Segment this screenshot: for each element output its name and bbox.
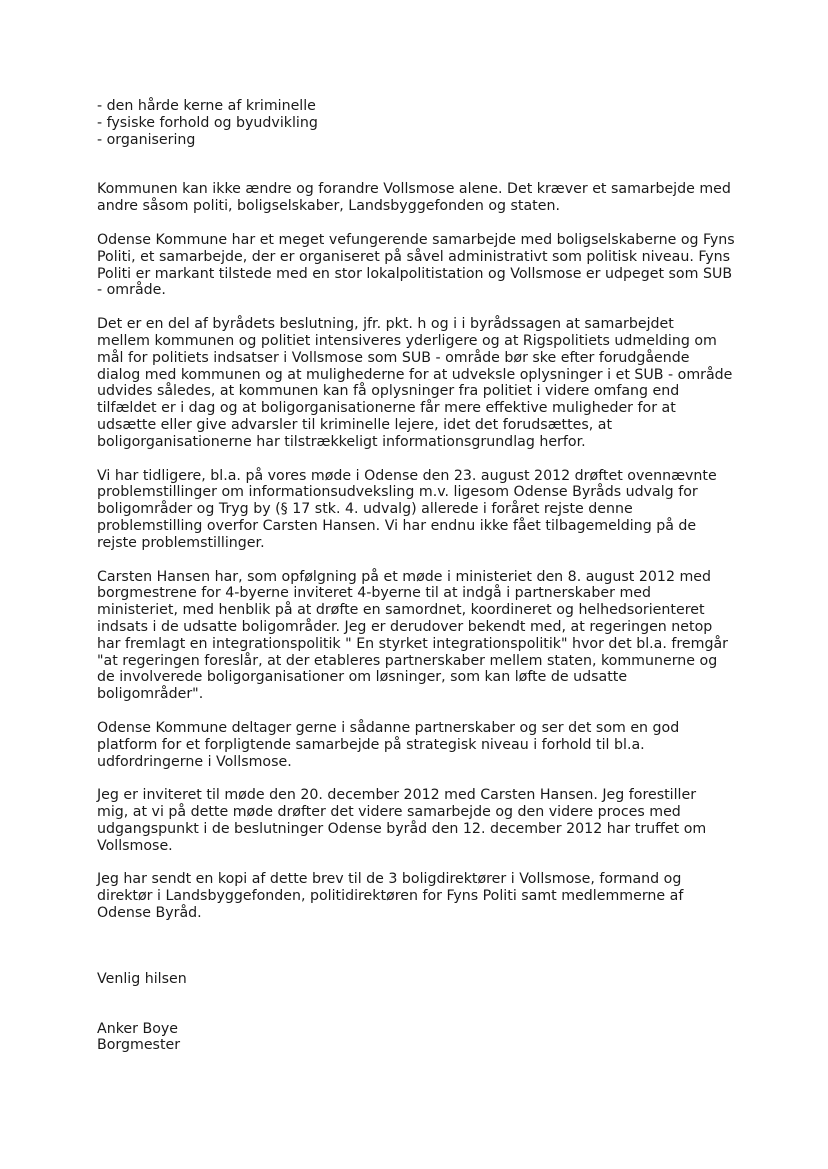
text-line: borgmestrene for 4-byerne inviteret 4-byerne til at indgå i partnerskaber med [97,585,651,602]
text-line: udgangspunkt i de beslutninger Odense byråd den 12. december 2012 har truffet om [97,820,707,837]
paragraph-meeting [97,787,737,854]
closing [97,971,737,988]
text-line: platform for et forpligtende samarbejde på strategisk niveau i forhold til bl.a. [97,736,645,753]
text-line: mig, at vi på dette møde drøfter det videre samarbejde og den videre proces med [97,804,681,821]
text-line: udsætte eller give advarsler til kriminelle lejere, idet det forudsættes, at [97,416,613,433]
letter-page [97,98,737,1054]
text-line: Politi er markant tilstede med en stor lokalpolitistation og Vollsmose er udpeget som SUB [97,265,733,282]
paragraph-partnerships [97,569,737,703]
signature-name: Anker Boye [97,1020,179,1037]
signature-title: Borgmester [97,1037,181,1054]
text-line: har fremlagt en integrationspolitik " En styrket integrationspolitik" hvor det bl.a. fremgår [97,635,728,652]
list-item: - organisering [97,131,196,148]
signature-block [97,1021,737,1055]
text-line: Odense Kommune har et meget vefungerende samarbejde med boligselskaberne og Fyns [97,231,735,248]
text-line: Det er en del af byrådets beslutning, jfr. pkt. h og i i byrådssagen at samarbejdet [97,316,674,333]
text-line: Jeg har sendt en kopi af dette brev til de 3 boligdirektører i Vollsmose, formand og [97,871,682,888]
text-line: - område. [97,282,166,299]
paragraph-cooperation-needed [97,181,737,215]
list-item: - den hårde kerne af kriminelle [97,98,316,114]
closing-text: Venlig hilsen [97,970,187,987]
text-line: "at regeringen foreslår, at der etableres partnerskaber mellem staten, kommunerne og [97,652,718,669]
text-line: tilfældet er i dag og at boligorganisationerne får mere effektive muligheder for at [97,400,676,417]
text-line: problemstilling overfor Carsten Hansen. Vi har endnu ikke fået tilbagemelding på de [97,517,697,534]
paragraph-copy-recipients [97,871,737,921]
text-line: andre såsom politi, boligselskaber, Landsbyggefonden og staten. [97,198,560,215]
text-line: udvides således, at kommunen kan få oplysninger fra politiet i videre omfang end [97,383,680,400]
text-line: Odense Byråd. [97,905,202,922]
text-line: problemstillinger om informationsudveksling m.v. ligesom Odense Byråds udvalg for [97,484,698,501]
text-line: Kommunen kan ikke ændre og forandre Vollsmose alene. Det kræver et samarbejde med [97,181,731,198]
text-line: rejste problemstillinger. [97,534,265,551]
text-line: Vi har tidligere, bl.a. på vores møde i Odense den 23. august 2012 drøftet ovennævnte [97,467,717,484]
text-line: mellem kommunen og politiet intensiveres yderligere og at Rigspolitiets udmelding om [97,332,717,349]
text-line: udfordringerne i Vollsmose. [97,753,292,770]
text-line: boligområder og Tryg by (§ 17 stk. 4. udvalg) allerede i foråret rejste denne [97,501,633,518]
text-line: direktør i Landsbyggefonden, politidirektøren for Fyns Politi samt medlemmerne af [97,888,684,905]
text-line: indsats i de udsatte boligområder. Jeg er derudover bekendt med, at regeringen netop [97,618,713,635]
text-line: mål for politiets indsatser i Vollsmose som SUB - område bør ske efter forudgående [97,349,690,366]
paragraph-council-decision [97,316,737,450]
paragraph-earlier-discussion [97,468,737,552]
text-line: dialog med kommunen og at mulighederne for at udveksle oplysninger i et SUB - område [97,366,733,383]
text-line: ministeriet, med henblik på at drøfte en samordnet, koordineret og helhedsorienteret [97,602,705,619]
text-line: Jeg er inviteret til møde den 20. december 2012 med Carsten Hansen. Jeg forestiller [97,787,697,804]
list-item: - fysiske forhold og byudvikling [97,114,318,131]
bullet-list [97,98,737,148]
text-line: Politi, et samarbejde, der er organiseret på såvel administrativt som politisk niveau. Fyns [97,248,731,265]
text-line: Odense Kommune deltager gerne i sådanne partnerskaber og ser det som en god [97,719,680,736]
paragraph-existing-cooperation [97,232,737,299]
text-line: Carsten Hansen har, som opfølgning på et møde i ministeriet den 8. august 2012 med [97,568,712,585]
text-line: Vollsmose. [97,837,173,854]
text-line: de involverede boligorganisationer om løsninger, som kan løfte de udsatte [97,669,628,686]
text-line: boligorganisationerne har tilstrækkeligt informationsgrundlag herfor. [97,433,586,450]
paragraph-participation [97,720,737,770]
text-line: boligområder". [97,686,204,703]
